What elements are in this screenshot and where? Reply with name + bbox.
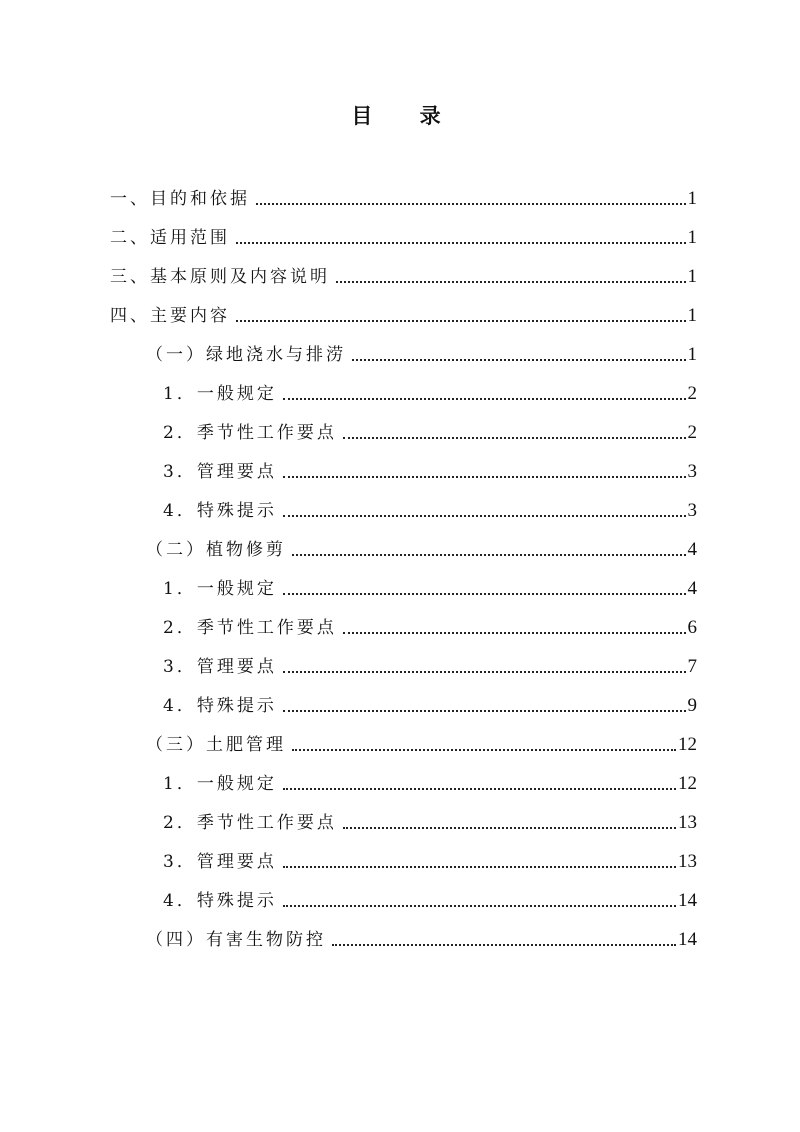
toc-entry[interactable] [146, 522, 697, 561]
toc-entry-label: 四、主要内容 [110, 306, 230, 326]
toc-entry-page-number: 1 [687, 266, 697, 287]
toc-entry-label: 1．一般规定 [163, 774, 277, 794]
dot-leader [283, 593, 686, 595]
toc-entry[interactable] [146, 912, 697, 951]
dot-leader [283, 398, 686, 400]
toc-entry-page-number: 1 [687, 227, 697, 248]
toc-entry-page-number: 12 [678, 734, 697, 755]
toc-entry-label: 1．一般规定 [163, 384, 277, 404]
toc-entry-label: （二）植物修剪 [146, 540, 286, 560]
toc-entry-label: 1．一般规定 [163, 579, 277, 599]
toc-entry[interactable] [163, 600, 697, 639]
dot-leader [332, 944, 676, 946]
toc-entry[interactable] [163, 873, 697, 912]
toc-entry[interactable] [110, 249, 697, 288]
toc-entry-page-number: 14 [678, 890, 697, 911]
toc-entry[interactable] [163, 483, 697, 522]
toc-entry-page-number: 12 [678, 773, 697, 794]
dot-leader [283, 710, 686, 712]
dot-leader [283, 866, 676, 868]
dot-leader [292, 554, 686, 556]
dot-leader [283, 788, 676, 790]
toc-entry-label: 一、目的和依据 [110, 189, 250, 209]
dot-leader [283, 515, 686, 517]
toc-entry-label: 4．特殊提示 [163, 501, 277, 521]
toc-entry-label: （一）绿地浇水与排涝 [146, 345, 346, 365]
dot-leader [343, 827, 676, 829]
dot-leader [283, 671, 686, 673]
toc-entry[interactable] [163, 366, 697, 405]
toc-entry[interactable] [163, 405, 697, 444]
dot-leader [283, 905, 676, 907]
dot-leader [283, 476, 686, 478]
dot-leader [336, 281, 686, 283]
dot-leader [343, 632, 686, 634]
toc-entry-label: 2．季节性工作要点 [163, 423, 337, 443]
toc-entry[interactable] [110, 210, 697, 249]
toc-entry[interactable] [163, 795, 697, 834]
toc-entry-label: 2．季节性工作要点 [163, 813, 337, 833]
toc-entry-label: 4．特殊提示 [163, 891, 277, 911]
toc-entry-page-number: 9 [687, 695, 697, 716]
dot-leader [236, 320, 686, 322]
toc-entry-page-number: 13 [678, 812, 697, 833]
toc-entry[interactable] [163, 756, 697, 795]
dot-leader [292, 749, 676, 751]
toc-entry-page-number: 14 [678, 929, 697, 950]
toc-entry-page-number: 1 [687, 305, 697, 326]
toc-entry[interactable] [110, 171, 697, 210]
toc-entry-page-number: 3 [687, 500, 697, 521]
toc-title: 目 录 [351, 104, 461, 128]
dot-leader [343, 437, 686, 439]
toc-entry-page-number: 4 [687, 539, 697, 560]
toc-entry[interactable] [110, 288, 697, 327]
toc-entry-page-number: 6 [687, 617, 697, 638]
dot-leader [352, 359, 686, 361]
toc-entry-label: 3．管理要点 [163, 657, 277, 677]
dot-leader [256, 203, 686, 205]
toc-entry[interactable] [163, 561, 697, 600]
toc-entry-page-number: 3 [687, 461, 697, 482]
toc-entry-label: 二、适用范围 [110, 228, 230, 248]
toc-entry-page-number: 2 [687, 383, 697, 404]
toc-entry-label: 4．特殊提示 [163, 696, 277, 716]
toc-entry-label: （三）土肥管理 [146, 735, 286, 755]
toc-entry-page-number: 13 [678, 851, 697, 872]
toc-entry[interactable] [163, 444, 697, 483]
toc-entry-label: （四）有害生物防控 [146, 930, 326, 950]
dot-leader [236, 242, 686, 244]
toc-entry[interactable] [163, 639, 697, 678]
toc-entry-label: 3．管理要点 [163, 462, 277, 482]
toc-entry[interactable] [146, 717, 697, 756]
toc-entry[interactable] [163, 678, 697, 717]
toc-entry[interactable] [163, 834, 697, 873]
toc-entry[interactable] [146, 327, 697, 366]
toc-entry-label: 2．季节性工作要点 [163, 618, 337, 638]
toc-entry-page-number: 7 [687, 656, 697, 677]
toc-entry-page-number: 2 [687, 422, 697, 443]
toc-entry-label: 三、基本原则及内容说明 [110, 267, 330, 287]
toc-entry-label: 3．管理要点 [163, 852, 277, 872]
toc-entry-page-number: 1 [687, 344, 697, 365]
toc-entry-page-number: 4 [687, 578, 697, 599]
toc-entry-page-number: 1 [687, 188, 697, 209]
